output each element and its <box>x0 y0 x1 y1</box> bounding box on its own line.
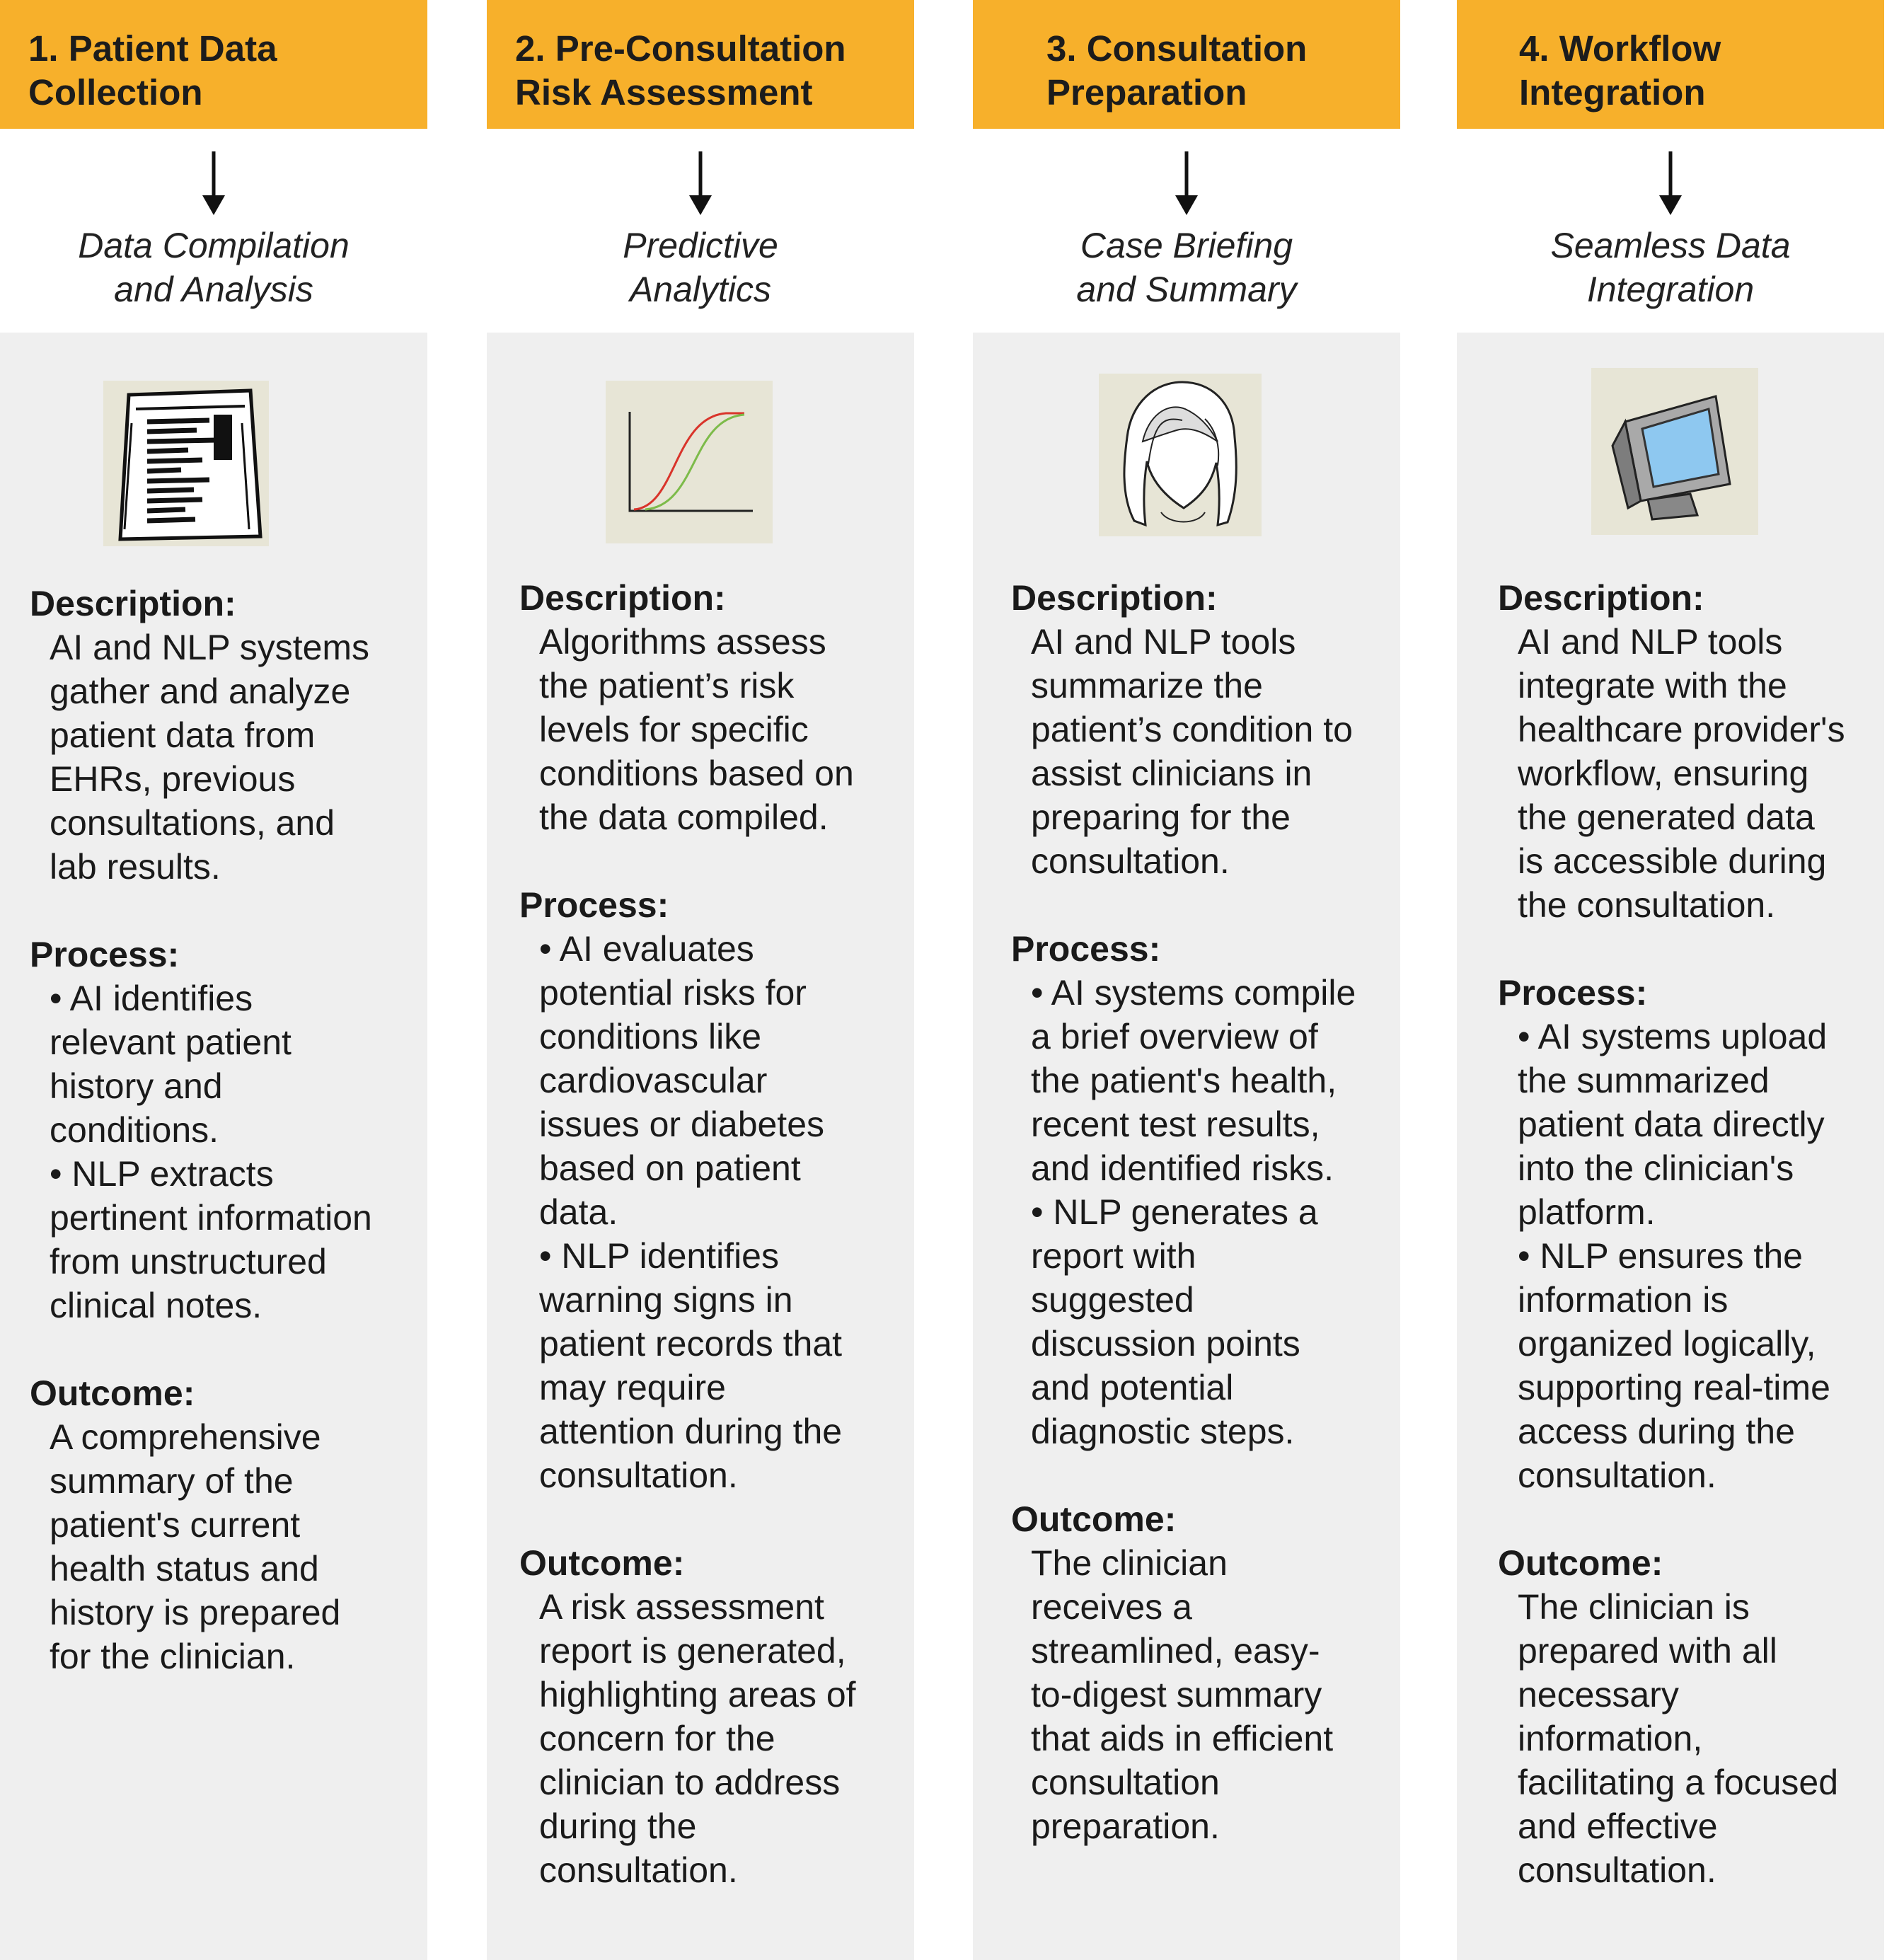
process-line: discussion points <box>1031 1324 1300 1364</box>
step-header-line-1: 3. Consultation <box>1046 28 1308 69</box>
step-subtitle-line-2: and Analysis <box>114 270 313 309</box>
outcome-line: patient's current <box>50 1505 301 1545</box>
step-content <box>519 576 914 1892</box>
process-line: relevant patient <box>50 1022 292 1062</box>
process-line: conditions. <box>50 1110 219 1150</box>
description-line: the consultation. <box>1518 885 1776 925</box>
outcome-line: for the clinician. <box>50 1637 296 1676</box>
process-line: the summarized <box>1518 1061 1770 1100</box>
document-icon <box>103 381 269 546</box>
process-line: suggested <box>1031 1280 1194 1320</box>
outcome-line: concern for the <box>539 1719 775 1758</box>
description-label: Description: <box>1498 578 1704 618</box>
process-body <box>30 976 427 1327</box>
process-line: may require <box>539 1368 726 1407</box>
step-header <box>487 0 914 129</box>
computer-monitor-icon <box>1591 368 1758 535</box>
step-header-line-2: Risk Assessment <box>515 72 813 113</box>
process-line: • AI systems upload <box>1518 1017 1828 1056</box>
person-head-icon <box>1099 374 1262 536</box>
outcome-body <box>1011 1541 1400 1848</box>
process-line: history and <box>50 1066 223 1106</box>
description-line: patient’s condition to <box>1031 710 1353 749</box>
workflow-column-3 <box>973 0 1400 1960</box>
process-line: information is <box>1518 1280 1729 1320</box>
process-line: issues or diabetes <box>539 1105 825 1144</box>
process-line: report with <box>1031 1236 1196 1276</box>
description-line: conditions based on <box>539 754 854 793</box>
outcome-line: report is generated, <box>539 1631 846 1671</box>
step-header <box>0 0 427 129</box>
outcome-line: The clinician is <box>1518 1587 1750 1627</box>
process-line: pertinent information <box>50 1198 372 1238</box>
down-arrow-icon <box>200 151 228 217</box>
description-line: summarize the <box>1031 666 1263 705</box>
step-icon-box <box>103 381 269 546</box>
process-line: conditions like <box>539 1017 762 1056</box>
description-line: lab results. <box>50 847 221 887</box>
step-subtitle <box>0 224 427 311</box>
outcome-body <box>1498 1585 1884 1892</box>
step-subtitle <box>973 224 1400 311</box>
outcome-line: and effective <box>1518 1806 1718 1846</box>
step-header-line-2: Collection <box>28 72 203 113</box>
down-arrow-icon <box>1656 151 1685 217</box>
outcome-line: clinician to address <box>539 1763 841 1802</box>
outcome-line: highlighting areas of <box>539 1675 856 1714</box>
process-line: • NLP ensures the <box>1518 1236 1803 1276</box>
description-line: AI and NLP systems <box>50 628 370 667</box>
process-line: • AI systems compile <box>1031 973 1356 1013</box>
description-body <box>1498 620 1884 927</box>
down-arrow-icon <box>686 151 715 217</box>
description-line: consultation. <box>1031 841 1230 881</box>
outcome-line: to-digest summary <box>1031 1675 1322 1714</box>
outcome-line: facilitating a focused <box>1518 1763 1839 1802</box>
step-subtitle <box>1457 224 1884 311</box>
outcome-line: The clinician <box>1031 1543 1228 1583</box>
process-line: patient data directly <box>1518 1105 1825 1144</box>
process-line: cardiovascular <box>539 1061 768 1100</box>
process-line: diagnostic steps. <box>1031 1412 1295 1451</box>
outcome-line: health status and <box>50 1549 319 1589</box>
process-body <box>519 927 914 1497</box>
description-line: Algorithms assess <box>539 622 826 662</box>
step-subtitle-line-1: Seamless Data <box>1550 226 1791 265</box>
process-line: attention during the <box>539 1412 843 1451</box>
description-line: healthcare provider's <box>1518 710 1845 749</box>
description-line: is accessible during <box>1518 841 1827 881</box>
outcome-line: A comprehensive <box>50 1417 321 1457</box>
description-body <box>30 626 427 889</box>
step-panel <box>973 333 1400 1960</box>
step-content <box>30 582 427 1678</box>
down-arrow-icon <box>1172 151 1201 217</box>
step-header <box>973 0 1400 129</box>
description-line: gather and analyze <box>50 671 351 711</box>
process-line: data. <box>539 1192 618 1232</box>
description-line: workflow, ensuring <box>1518 754 1809 793</box>
description-line: consultations, and <box>50 803 335 843</box>
process-line: from unstructured <box>50 1242 327 1281</box>
step-panel <box>0 333 427 1960</box>
outcome-label: Outcome: <box>519 1543 685 1583</box>
step-subtitle-line-2: Integration <box>1586 270 1755 309</box>
process-line: • NLP extracts <box>50 1154 274 1194</box>
process-label: Process: <box>30 935 180 974</box>
risk-curve-icon <box>606 381 773 543</box>
step-icon-box <box>606 381 773 543</box>
process-line: consultation. <box>1518 1455 1716 1495</box>
step-panel <box>1457 333 1884 1960</box>
step-subtitle <box>487 224 914 311</box>
step-subtitle-line-1: Predictive <box>623 226 778 265</box>
description-label: Description: <box>519 578 726 618</box>
process-label: Process: <box>1011 929 1161 969</box>
process-line: consultation. <box>539 1455 738 1495</box>
step-content <box>1011 576 1400 1848</box>
process-line: • AI evaluates <box>539 929 754 969</box>
outcome-line: receives a <box>1031 1587 1192 1627</box>
step-header-line-2: Preparation <box>1046 72 1247 113</box>
description-line: patient data from <box>50 715 316 755</box>
process-line: and potential <box>1031 1368 1234 1407</box>
description-line: EHRs, previous <box>50 759 296 799</box>
outcome-line: preparation. <box>1031 1806 1220 1846</box>
outcome-line: during the <box>539 1806 697 1846</box>
step-header-line-1: 2. Pre-Consultation <box>515 28 846 69</box>
process-line: into the clinician's <box>1518 1148 1794 1188</box>
step-subtitle-line-1: Case Briefing <box>1080 226 1293 265</box>
workflow-column-2 <box>487 0 914 1960</box>
step-header-line-2: Integration <box>1519 72 1706 113</box>
description-line: the generated data <box>1518 797 1815 837</box>
description-label: Description: <box>30 584 236 623</box>
process-line: a brief overview of <box>1031 1017 1318 1056</box>
outcome-body <box>30 1415 427 1678</box>
outcome-line: history is prepared <box>50 1593 341 1632</box>
step-content <box>1498 576 1884 1892</box>
process-body <box>1011 971 1400 1453</box>
step-header-line-1: 4. Workflow <box>1519 28 1721 69</box>
process-line: clinical notes. <box>50 1286 262 1325</box>
description-line: preparing for the <box>1031 797 1291 837</box>
outcome-line: that aids in efficient <box>1031 1719 1334 1758</box>
process-line: • NLP identifies <box>539 1236 779 1276</box>
description-body <box>1011 620 1400 883</box>
process-line: recent test results, <box>1031 1105 1320 1144</box>
outcome-line: consultation. <box>1518 1850 1716 1890</box>
outcome-line: prepared with all <box>1518 1631 1777 1671</box>
process-line: platform. <box>1518 1192 1656 1232</box>
outcome-body <box>519 1585 914 1892</box>
process-line: supporting real-time <box>1518 1368 1830 1407</box>
outcome-label: Outcome: <box>1498 1543 1663 1583</box>
process-line: organized logically, <box>1518 1324 1816 1364</box>
outcome-label: Outcome: <box>1011 1499 1177 1539</box>
description-line: levels for specific <box>539 710 809 749</box>
process-line: access during the <box>1518 1412 1795 1451</box>
process-line: the patient's health, <box>1031 1061 1337 1100</box>
outcome-line: information, <box>1518 1719 1703 1758</box>
outcome-label: Outcome: <box>30 1373 195 1413</box>
description-label: Description: <box>1011 578 1218 618</box>
process-line: warning signs in <box>539 1280 793 1320</box>
process-line: based on patient <box>539 1148 801 1188</box>
outcome-line: consultation. <box>539 1850 738 1890</box>
description-line: the patient’s risk <box>539 666 795 705</box>
process-line: patient records that <box>539 1324 843 1364</box>
outcome-line: consultation <box>1031 1763 1220 1802</box>
process-line: potential risks for <box>539 973 807 1013</box>
description-line: integrate with the <box>1518 666 1787 705</box>
process-label: Process: <box>519 885 669 925</box>
process-line: • NLP generates a <box>1031 1192 1318 1232</box>
description-body <box>519 620 914 839</box>
outcome-line: streamlined, easy- <box>1031 1631 1320 1671</box>
process-line: and identified risks. <box>1031 1148 1334 1188</box>
outcome-line: A risk assessment <box>539 1587 824 1627</box>
step-subtitle-line-2: and Summary <box>1076 270 1297 309</box>
description-line: AI and NLP tools <box>1518 622 1783 662</box>
description-line: AI and NLP tools <box>1031 622 1296 662</box>
process-label: Process: <box>1498 973 1648 1013</box>
step-header-line-1: 1. Patient Data <box>28 28 277 69</box>
process-line: • AI identifies <box>50 979 253 1018</box>
step-icon-box <box>1591 368 1758 535</box>
step-subtitle-line-1: Data Compilation <box>78 226 350 265</box>
step-icon-box <box>1099 374 1262 536</box>
workflow-column-4 <box>1457 0 1884 1960</box>
description-line: the data compiled. <box>539 797 829 837</box>
outcome-line: summary of the <box>50 1461 294 1501</box>
workflow-column-1 <box>0 0 427 1960</box>
step-subtitle-line-2: Analytics <box>629 270 772 309</box>
outcome-line: necessary <box>1518 1675 1679 1714</box>
description-line: assist clinicians in <box>1031 754 1312 793</box>
step-header <box>1457 0 1884 129</box>
step-panel <box>487 333 914 1960</box>
process-body <box>1498 1015 1884 1497</box>
